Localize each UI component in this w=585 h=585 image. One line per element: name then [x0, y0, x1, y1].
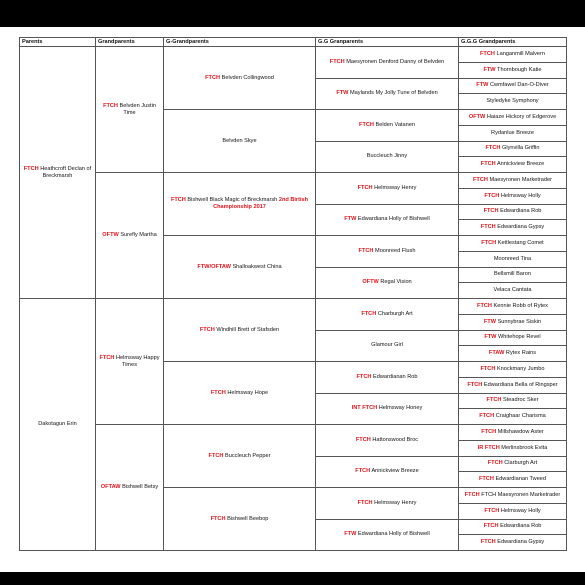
g-grandparents-cell — [164, 236, 316, 299]
title-badge: FTCH — [170, 197, 186, 203]
dog-name: Maesyronen Denford Danny of Belvden — [346, 58, 445, 65]
ggg-grandparents-cell — [459, 204, 567, 220]
dog-name: Bellsmill Baron — [494, 271, 531, 278]
title-badge: OFTW — [468, 113, 486, 120]
dog-name: Helmsway Honey — [378, 405, 423, 412]
dog-name: Cwmfawel Dan-O-Diver — [489, 82, 549, 89]
title-badge: FTCH — [210, 515, 226, 522]
ggg-grandparents-cell — [459, 472, 567, 488]
dog-name: Helmsway Holly — [500, 507, 541, 514]
title-badge: FTCH — [487, 460, 503, 467]
ggg-grandparents-cell — [459, 173, 567, 189]
parents-cell — [20, 47, 96, 299]
gg-granparents-cell — [316, 425, 459, 457]
ggg-grandparents-cell — [459, 314, 567, 330]
dog-name: Edwardianan Rob — [373, 373, 418, 380]
title-badge: FTW — [483, 66, 496, 73]
ggg-grandparents-cell — [459, 267, 567, 283]
g-grandparents-cell — [164, 173, 316, 236]
dog-name: Helmsway Holly — [500, 192, 541, 199]
title-badge: FTCH — [478, 476, 494, 483]
dog-name: Millshawdow Aster — [497, 428, 544, 435]
gg-granparents-cell — [316, 488, 459, 520]
dog-name: Glamour Girl — [371, 342, 403, 349]
ggg-grandparents-cell — [459, 299, 567, 315]
dog-name: Edwardiana Bella of Ringsper — [483, 381, 558, 388]
title-badge: FTCH — [464, 491, 480, 498]
title-badge: FTCH — [23, 165, 39, 172]
title-badge: OFTW — [102, 232, 119, 238]
title-badge: FTCH — [210, 389, 226, 396]
title-badge: FTW — [336, 90, 349, 97]
ggg-grandparents-cell — [459, 440, 567, 456]
dog-name: Haiaze Hickory of Edgerove — [486, 113, 557, 120]
dog-name: Whitehope Revel — [498, 334, 541, 341]
title-badge: FTCH — [329, 58, 345, 65]
pedigree-table — [19, 37, 567, 551]
title-badge: FTCH — [356, 373, 372, 380]
title-badge: OFTAW — [100, 484, 121, 490]
title-badge: FTCH — [485, 145, 501, 152]
title-badge: FTCH — [358, 247, 374, 254]
title-badge: FTCH — [355, 468, 371, 475]
gg-granparents-cell — [316, 456, 459, 488]
title-badge: FTCH — [484, 192, 500, 199]
gg-granparents-cell — [316, 110, 459, 142]
dog-name: Bishwell Beebop — [227, 515, 269, 522]
title-badge: FTCH — [357, 184, 373, 191]
ggg-grandparents-cell — [459, 346, 567, 362]
g-grandparents-cell — [164, 47, 316, 110]
ggg-grandparents-cell — [459, 535, 567, 551]
ggg-grandparents-cell — [459, 157, 567, 173]
table-row — [20, 299, 567, 315]
header-row — [20, 38, 567, 47]
dog-name: Glynvilla Griffin — [501, 145, 540, 152]
title-badge: FTCH — [481, 428, 497, 435]
dog-name: Moonreed Flush — [375, 247, 416, 254]
title-badge: IR FTCH — [477, 444, 500, 451]
ggg-grandparents-cell — [459, 188, 567, 204]
title-badge: FTW/OFTAW — [197, 263, 231, 270]
dog-name: Kettlestang Comet — [497, 239, 544, 246]
g-grandparents-cell — [164, 362, 316, 425]
ggg-grandparents-cell — [459, 94, 567, 110]
dog-name: Annickview Breeze — [371, 468, 419, 475]
dog-name: Merlinsbrook Evita — [501, 444, 548, 451]
dog-name: Sunnybrae Siskin — [497, 318, 542, 325]
dog-name: Steadroc Sker — [503, 397, 539, 404]
header-g-grandparents: G-Grandparents — [164, 38, 316, 47]
title-badge: FTAW — [488, 350, 505, 357]
parents-cell — [20, 299, 96, 551]
title-badge: FTCH — [483, 523, 499, 530]
dog-name: Bishwell Betsy — [122, 484, 159, 490]
dog-name: Helmsway Hope — [227, 389, 269, 396]
title-badge: FTW — [344, 216, 357, 223]
title-badge: FTW — [476, 82, 489, 89]
dog-name: Edwardiana Holly of Bishwell — [357, 216, 430, 223]
pedigree-document — [0, 27, 585, 572]
ggg-grandparents-cell — [459, 62, 567, 78]
ggg-grandparents-cell — [459, 251, 567, 267]
dog-name: Surefly Martha — [120, 232, 157, 238]
dog-name: Helmsway Henry — [374, 184, 417, 191]
table-row — [20, 47, 567, 63]
ggg-grandparents-cell — [459, 362, 567, 378]
dog-name: Bishwell Black Magic of Breckmarsh — [187, 197, 278, 203]
ggg-grandparents-cell — [459, 78, 567, 94]
dog-name: Belvden Justin Time — [119, 102, 156, 116]
ggg-grandparents-cell — [459, 519, 567, 535]
title-badge: FTCH — [205, 74, 221, 81]
gg-granparents-cell — [316, 267, 459, 299]
title-badge: FTCH — [480, 50, 495, 57]
ggg-grandparents-cell — [459, 456, 567, 472]
title-badge: FTCH — [480, 365, 496, 372]
title-badge: INT FTCH — [351, 405, 378, 412]
award-note: 2nd Birtish Championship 2017 — [213, 197, 309, 210]
title-badge: FTCH — [355, 436, 371, 443]
dog-name: Annickview Breeze — [496, 161, 545, 168]
title-badge: FTCH — [361, 310, 377, 317]
ggg-grandparents-cell — [459, 220, 567, 236]
title-badge: FTCH — [483, 208, 499, 215]
title-badge: FTCH — [99, 354, 115, 361]
grandparents-cell — [96, 425, 164, 551]
dog-name: Helmsway Happy Times — [115, 354, 160, 368]
dog-name: Moonreed Tina — [493, 255, 532, 262]
dog-name: Craighaar Charisma — [495, 413, 546, 420]
dog-name: Hattonswood Broc — [372, 436, 419, 443]
ggg-grandparents-cell — [459, 283, 567, 299]
title-badge: FTCH — [486, 397, 502, 404]
dog-name: Clarburgh Art — [504, 460, 538, 467]
title-badge: FTCH — [484, 507, 500, 514]
dog-name: Thornbough Katie — [497, 66, 542, 73]
title-badge: FTCH — [467, 381, 483, 388]
title-badge: FTW — [484, 334, 497, 341]
title-badge: FTCH — [357, 499, 373, 506]
gg-granparents-cell — [316, 141, 459, 173]
ggg-grandparents-cell — [459, 488, 567, 504]
dog-name: Buccleuch Jinny — [366, 153, 408, 160]
dog-name: Edwardiana Rob — [500, 208, 542, 215]
dog-name: Belvden Collingwood — [221, 74, 274, 81]
ggg-grandparents-cell — [459, 125, 567, 141]
g-grandparents-cell — [164, 488, 316, 551]
gg-granparents-cell — [316, 236, 459, 268]
gg-granparents-cell — [316, 519, 459, 551]
dog-name: Edwardiana Gypsy — [497, 224, 545, 231]
dog-name: Buccleuch Pepper — [225, 452, 271, 459]
ggg-grandparents-cell — [459, 393, 567, 409]
ggg-grandparents-cell — [459, 330, 567, 346]
dog-name: Velaca Cantata — [493, 287, 532, 294]
dog-name: Edwardiana Rob — [500, 523, 542, 530]
g-grandparents-cell — [164, 425, 316, 488]
dog-name: Edwardiana Holly of Bishwell — [357, 531, 430, 538]
gg-granparents-cell — [316, 204, 459, 236]
header-ggg-grandparents: G.G.G Grandparents — [459, 38, 567, 47]
dog-name: Rydanlue Breeze — [491, 129, 534, 136]
dog-name: Edwardiana Gypsy — [497, 539, 545, 546]
title-badge: FTCH — [477, 302, 492, 309]
dog-name: Rytex Rains — [505, 350, 537, 357]
title-badge: FTW — [483, 318, 496, 325]
ggg-grandparents-cell — [459, 409, 567, 425]
title-badge: FTCH — [480, 161, 496, 168]
dog-name: Regal Vision — [380, 279, 412, 286]
title-badge: FTCH — [473, 176, 488, 183]
table-row — [20, 173, 567, 189]
title-badge: FTCH — [103, 102, 118, 109]
table-row — [20, 425, 567, 441]
gg-granparents-cell — [316, 330, 459, 362]
dog-name: Kennie Robb of Rytex — [493, 302, 548, 309]
title-badge: FTW — [344, 531, 357, 538]
ggg-grandparents-cell — [459, 503, 567, 519]
gg-granparents-cell — [316, 393, 459, 425]
dog-name: Shalloakwest China — [232, 263, 282, 270]
dog-name: Belvden Skye — [222, 137, 257, 144]
title-badge: FTCH — [199, 326, 215, 333]
gg-granparents-cell — [316, 173, 459, 205]
title-badge: OFTW — [362, 279, 379, 286]
g-grandparents-cell — [164, 110, 316, 173]
dog-name: Helmsway Henry — [374, 499, 417, 506]
title-badge: FTCH — [359, 121, 374, 128]
dog-name: Dakotagun Erin — [38, 421, 77, 427]
gg-granparents-cell — [316, 47, 459, 79]
gg-granparents-cell — [316, 78, 459, 110]
dog-name: Windhill Brett of Stafsden — [216, 326, 280, 333]
gg-granparents-cell — [316, 299, 459, 331]
dog-name: Langanmill Malvern — [496, 50, 545, 57]
dog-name: Charburgh Art — [377, 310, 413, 317]
pedigree-body — [20, 47, 567, 551]
title-badge: FTCH — [481, 239, 497, 246]
dog-name: Knockmany Jumbo — [496, 365, 545, 372]
g-grandparents-cell — [164, 299, 316, 362]
ggg-grandparents-cell — [459, 47, 567, 63]
dog-name: Maesyronen Marketrader — [489, 176, 552, 183]
title-badge: FTCH — [208, 452, 224, 459]
ggg-grandparents-cell — [459, 377, 567, 393]
ggg-grandparents-cell — [459, 425, 567, 441]
title-badge: FTCH — [480, 539, 496, 546]
ggg-grandparents-cell — [459, 110, 567, 126]
dog-name: FTCH Maesyronen Marketrader — [481, 491, 561, 498]
grandparents-cell — [96, 47, 164, 173]
ggg-grandparents-cell — [459, 141, 567, 157]
dog-name: Edwardianan Tweed — [495, 476, 547, 483]
title-badge: FTCH — [479, 413, 495, 420]
gg-granparents-cell — [316, 362, 459, 394]
header-parents: Parents — [20, 38, 96, 47]
header-grandparents: Grandparents — [96, 38, 164, 47]
title-badge: FTCH — [480, 224, 496, 231]
dog-name: Belden Vatanen — [375, 121, 415, 128]
grandparents-cell — [96, 173, 164, 299]
dog-name: Styledyke Symphony — [486, 98, 539, 105]
dog-name: Maylands My Jolly Tune of Belvden — [350, 90, 438, 97]
ggg-grandparents-cell — [459, 236, 567, 252]
grandparents-cell — [96, 299, 164, 425]
header-gg-granparents: G.G Granparents — [316, 38, 459, 47]
dog-name: Heathcroft Declan of Breckmarsh — [40, 165, 92, 179]
